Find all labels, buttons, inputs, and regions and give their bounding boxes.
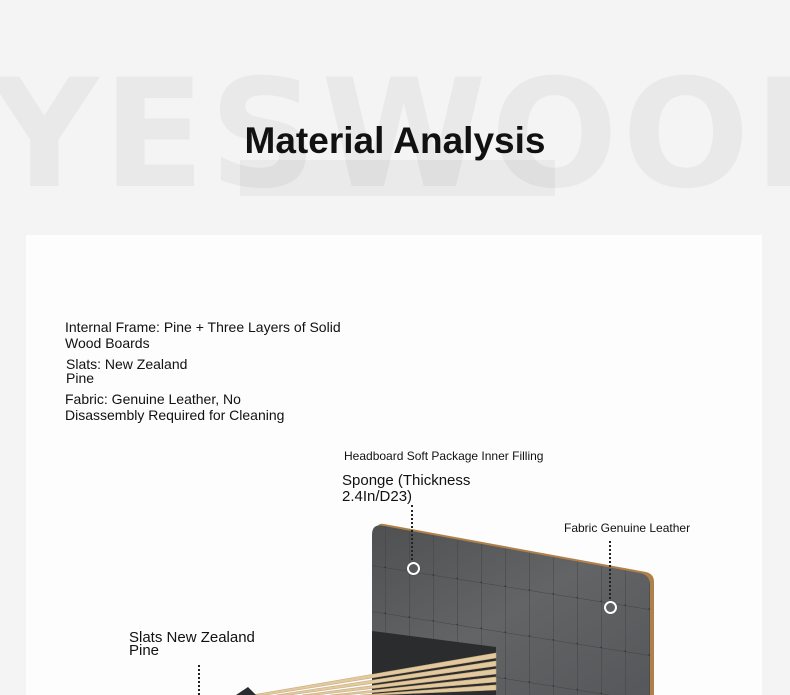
callout-sponge: Sponge (Thickness 2.4In/D23) [342, 472, 471, 505]
callout-headboard-filling: Headboard Soft Package Inner Filling [344, 449, 544, 463]
watermark-bar [240, 160, 555, 196]
page-title: Material Analysis [244, 120, 546, 161]
fabric-pointer-line [609, 541, 611, 599]
spec-internal-frame: Internal Frame: Pine + Three Layers of Solid Wood Boards [65, 319, 341, 351]
sponge-marker [407, 562, 420, 575]
material-card [26, 235, 762, 695]
fabric-marker [604, 601, 617, 614]
callout-fabric: Fabric Genuine Leather [564, 521, 691, 535]
spec-fabric: Fabric: Genuine Leather, No Disassembly Required for Cleaning [65, 391, 285, 423]
bed-side-rail [236, 687, 256, 695]
callout-slats: Slats New Zealand Pine [129, 629, 255, 659]
bed-illustration [26, 235, 762, 695]
slats-pointer-line [198, 665, 200, 695]
sponge-pointer-line [411, 505, 413, 560]
spec-slats: Slats: New Zealand Pine [66, 356, 188, 386]
